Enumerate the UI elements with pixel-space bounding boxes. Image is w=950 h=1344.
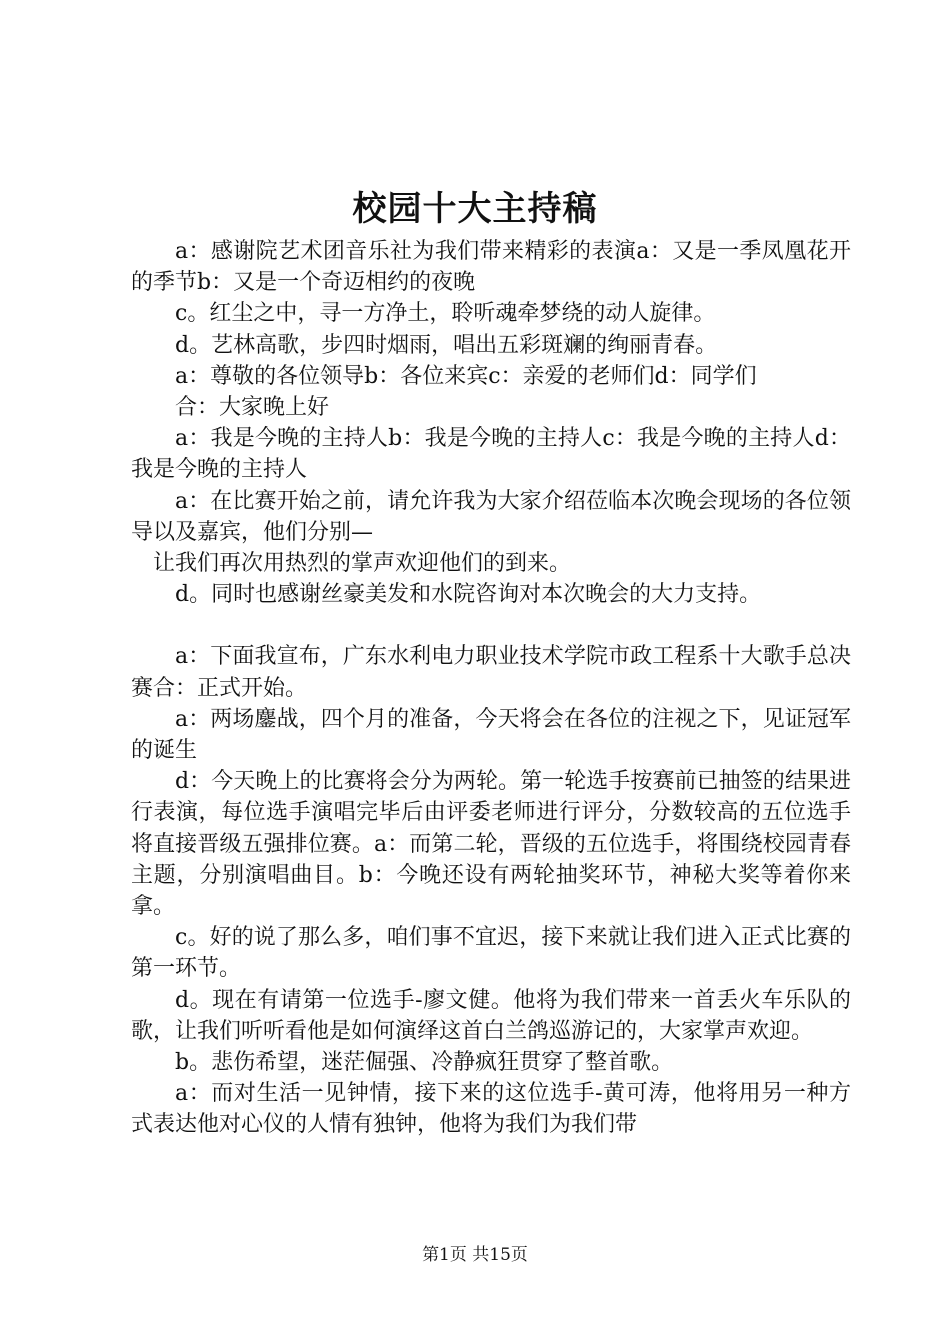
paragraph-12: d：今天晚上的比赛将会分为两轮。第一轮选手按赛前已抽签的结果进行表演，每位选手演唱完毕后由评委老师进行评分，分数较高的五位选手将直接晋级五强排位赛。a：而第二轮，晋级的五位选手，将围绕校园青春主题，分别演唱曲目。b：今晚还设有两轮抽奖环节，神秘大奖等着你来拿。 [131, 769, 851, 920]
paragraph-14: d。现在有请第一位选手-廖文健。他将为我们带来一首丢火车乐队的歌，让我们听听看他是如何演绎这首白兰鸽巡游记的，大家掌声欢迎。 [131, 987, 851, 1044]
paragraph-1: a：感谢院艺术团音乐社为我们带来精彩的表演a：又是一季凤凰花开的季节b：又是一个奇迈相约的夜晚 [131, 239, 851, 296]
page-title: 校园十大主持稿 [352, 189, 598, 229]
document-body [131, 236, 851, 1141]
paragraph-10: a：下面我宣布，广东水利电力职业技术学院市政工程系十大歌手总决赛合：正式开始。 [131, 644, 851, 701]
paragraph-7: a：在比赛开始之前，请允许我为大家介绍莅临本次晚会现场的各位领导以及嘉宾，他们分别— [131, 488, 851, 545]
paragraph-4: a：尊敬的各位领导b：各位来宾c：亲爱的老师们d：同学们 [175, 363, 757, 389]
page-number-footer: 第1页 共15页 [422, 1245, 528, 1265]
paragraph-2: c。红尘之中，寻一方净土，聆听魂牵梦绕的动人旋律。 [175, 301, 716, 327]
paragraph-8: 让我们再次用热烈的掌声欢迎他们的到来。 [153, 551, 572, 577]
paragraph-6: a：我是今晚的主持人b：我是今晚的主持人c：我是今晚的主持人d：我是今晚的主持人 [131, 426, 851, 483]
paragraph-gap [131, 610, 851, 641]
paragraph-16: a：而对生活一见钟情，接下来的这位选手-黄可涛，他将用另一种方式表达他对心仪的人情有独钟，他将为我们为我们带 [131, 1081, 851, 1138]
paragraph-15: b。悲伤希望，迷茫倔强、冷静疯狂贯穿了整首歌。 [175, 1050, 674, 1076]
paragraph-11: a：两场鏖战，四个月的准备，今天将会在各位的注视之下，见证冠军的诞生 [131, 706, 851, 764]
paragraph-3: d。艺林高歌，步四时烟雨，唱出五彩斑斓的绚丽青春。 [175, 332, 718, 358]
paragraph-9: d。同时也感谢丝豪美发和水院咨询对本次晚会的大力支持。 [175, 582, 762, 608]
paragraph-13: c。好的说了那么多，咱们事不宜迟，接下来就让我们进入正式比赛的第一环节。 [131, 925, 851, 982]
paragraph-5: 合：大家晚上好 [175, 395, 330, 421]
